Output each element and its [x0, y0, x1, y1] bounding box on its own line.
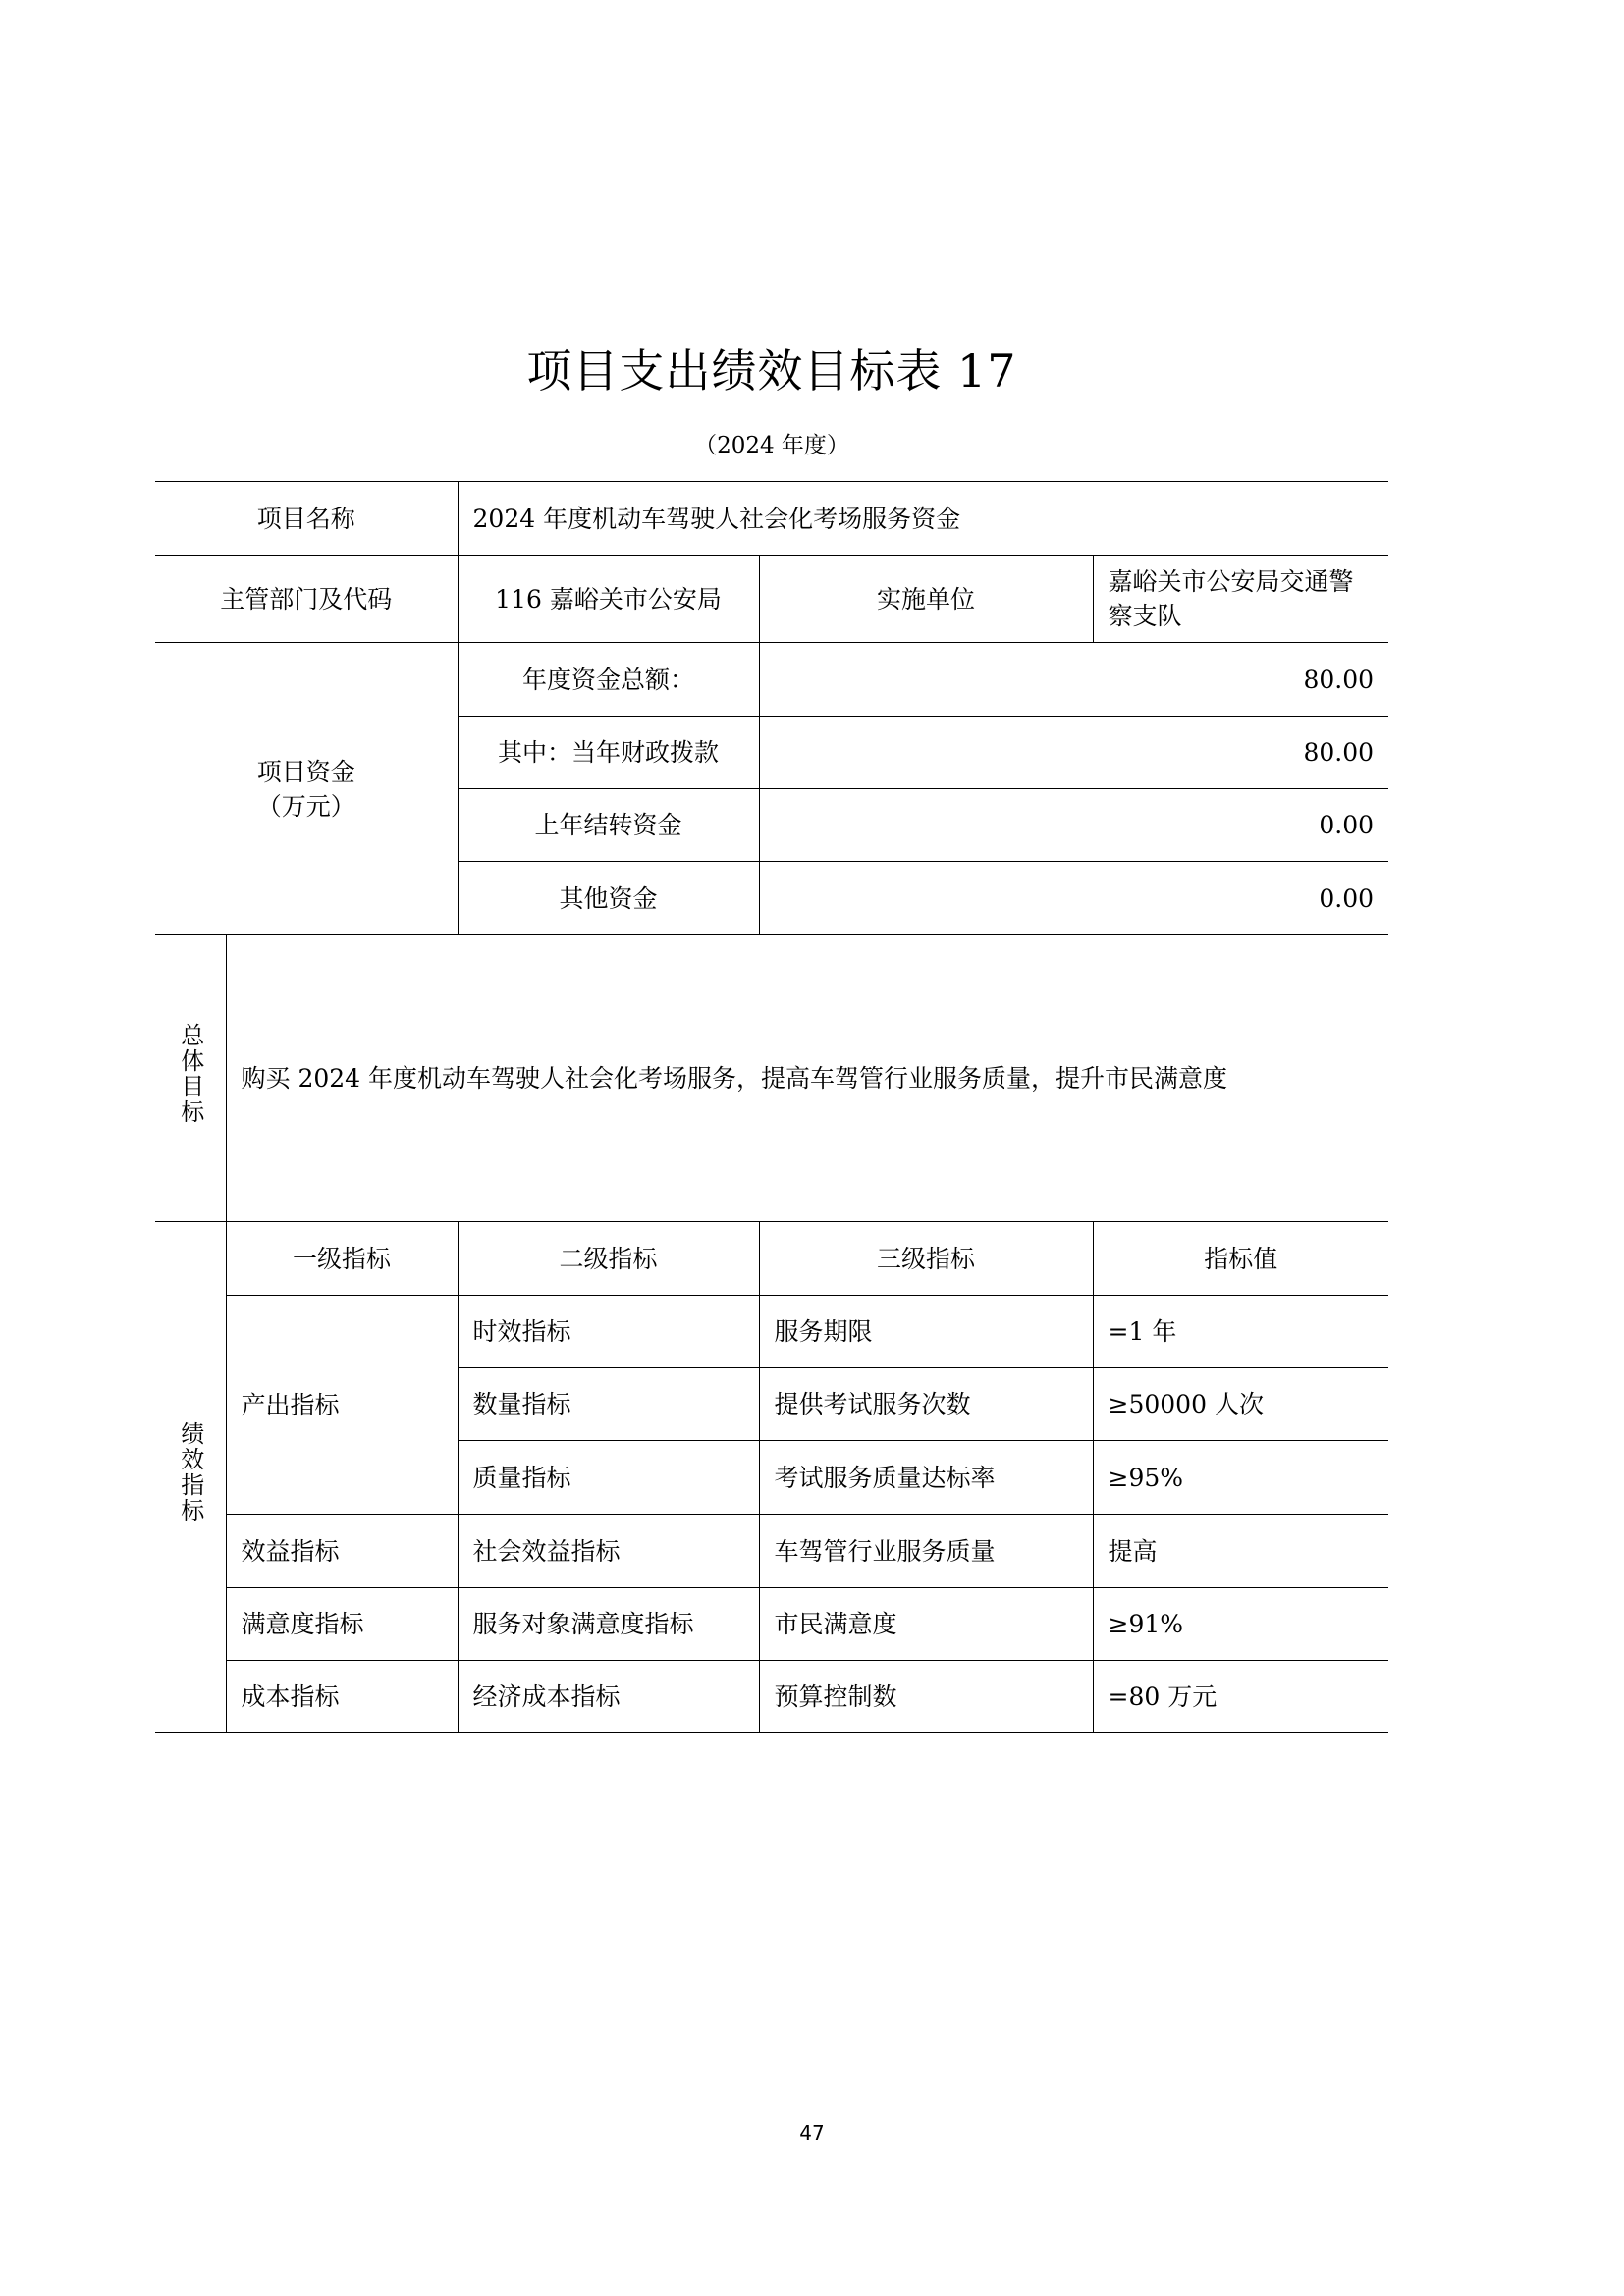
indicators-label: 绩效指标: [176, 1421, 204, 1523]
funds-row-label: 上年结转资金: [458, 789, 759, 862]
funds-unit: （万元）: [256, 791, 355, 821]
page-title: 项目支出绩效目标表 17: [526, 345, 1017, 398]
overall-goal-label-cell: [155, 935, 226, 1222]
project-name-label: 项目名称: [155, 482, 458, 556]
level3-cell: 提供考试服务次数: [759, 1368, 1093, 1441]
header-level2: 二级指标: [458, 1222, 759, 1296]
level2-cell: 服务对象满意度指标: [458, 1588, 759, 1661]
value-cell: 提高: [1093, 1515, 1388, 1588]
funds-row-label: 年度资金总额：: [458, 643, 759, 717]
table-row: [155, 1661, 1388, 1733]
level3-cell: 考试服务质量达标率: [759, 1441, 1093, 1515]
implementer-value: 嘉峪关市公安局交通警察支队: [1093, 556, 1388, 643]
level1-cell: 成本指标: [226, 1661, 458, 1733]
level3-cell: 预算控制数: [759, 1661, 1093, 1733]
row-overall-goal: [155, 935, 1388, 1222]
level3-cell: 服务期限: [759, 1296, 1093, 1368]
level2-cell: 社会效益指标: [458, 1515, 759, 1588]
funds-label: 项目资金: [256, 757, 355, 786]
indicators-label-cell: [155, 1222, 226, 1733]
value-cell: ≥95%: [1093, 1441, 1388, 1515]
value-cell: ≥91%: [1093, 1588, 1388, 1661]
funds-row-label: 其他资金: [458, 862, 759, 935]
row-indicator-headers: [155, 1222, 1388, 1296]
funds-row-label: 其中：当年财政拨款: [458, 717, 759, 789]
funds-label-cell: [155, 643, 458, 935]
value-cell: =80 万元: [1093, 1661, 1388, 1733]
level3-cell: 车驾管行业服务质量: [759, 1515, 1093, 1588]
funds-row-value: 0.00: [759, 789, 1388, 862]
level1-cell: 满意度指标: [226, 1588, 458, 1661]
value-cell: ≥50000 人次: [1093, 1368, 1388, 1441]
department-label: 主管部门及代码: [155, 556, 458, 643]
table-row: [155, 1588, 1388, 1661]
funds-row-value: 0.00: [759, 862, 1388, 935]
level3-cell: 市民满意度: [759, 1588, 1093, 1661]
level1-cell: 产出指标: [226, 1296, 458, 1515]
page-subtitle-year: （2024 年度）: [694, 433, 849, 458]
performance-target-table: [155, 481, 1388, 1733]
level1-cell: 效益指标: [226, 1515, 458, 1588]
funds-row-value: 80.00: [759, 717, 1388, 789]
project-name-value: 2024 年度机动车驾驶人社会化考场服务资金: [458, 482, 1388, 556]
level2-cell: 质量指标: [458, 1441, 759, 1515]
overall-goal-text: 购买 2024 年度机动车驾驶人社会化考场服务，提高车驾管行业服务质量，提升市民满意度: [226, 935, 1388, 1222]
row-funds-total: [155, 643, 1388, 717]
level2-cell: 经济成本指标: [458, 1661, 759, 1733]
table-row: [155, 1296, 1388, 1368]
funds-row-value: 80.00: [759, 643, 1388, 717]
row-department: [155, 556, 1388, 643]
level2-cell: 数量指标: [458, 1368, 759, 1441]
level2-cell: 时效指标: [458, 1296, 759, 1368]
table-row: [155, 1515, 1388, 1588]
row-project-name: [155, 482, 1388, 556]
value-cell: =1 年: [1093, 1296, 1388, 1368]
overall-goal-label: 总体目标: [176, 1023, 204, 1125]
header-level3: 三级指标: [759, 1222, 1093, 1296]
header-level1: 一级指标: [226, 1222, 458, 1296]
header-value: 指标值: [1093, 1222, 1388, 1296]
page-number: 47: [799, 2121, 825, 2145]
department-value: 116 嘉峪关市公安局: [458, 556, 759, 643]
implementer-label: 实施单位: [759, 556, 1093, 643]
